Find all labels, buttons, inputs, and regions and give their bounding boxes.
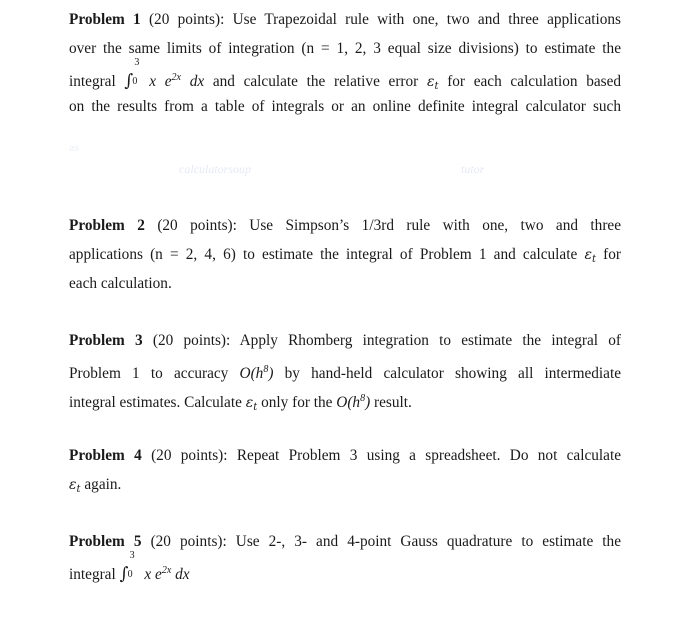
problem-5 [69,527,621,585]
integral-expression: ∫ 3 0 [119,550,135,584]
problem-3-line-2: Problem 1 to accuracy $O(h^8)$ by hand-held calculator showing all intermediate [69,364,621,382]
problem-1-line-1: Problem 1 (20 points): Use Trapezoidal rule with one, two and three applications [69,11,621,28]
integral-expression: ∫ 3 0 [124,57,140,91]
problem-2-line-3: each calculation. [69,275,172,292]
epsilon-t-symbol: $\varepsilon_t$ [584,247,596,265]
problem-4 [69,441,621,499]
epsilon-t-symbol: $\varepsilon_t$ [426,74,439,92]
problem-2 [69,211,621,298]
problem-2-title: Problem 2 [69,217,145,234]
order-notation: $O(h^8)$ [239,364,274,382]
problem-5-line-2: integral ∫ 3 0 x $e^{2x}$ dx [69,556,621,585]
problem-3-line-3: integral estimates. Calculate $\varepsilon_t$ only for the $O(h^8)$ result. [69,393,412,413]
problem-1-line-4: on the results from a table of integrals or an online definite integral calculator such [69,98,621,115]
problem-2-line-2: applications (n = 2, 4, 6) to estimate the integral of Problem 1 and calculate $\varepsilon_t$ for [69,246,621,265]
problem-3-title: Problem 3 [69,332,143,349]
problem-1-line-3: integral ∫ 3 0 x $e^{2x}$ dx and calculate the relative error $\varepsilon_t$ for each calculation based [69,63,621,92]
problem-3-line-1: Problem 3 (20 points): Apply Rhomberg integration to estimate the integral of [69,332,621,349]
problem-1 [69,5,621,121]
problem-5-line-1: Problem 5 (20 points): Use 2-, 3- and 4-point Gauss quadrature to estimate the [69,533,621,550]
problem-2-line-1: Problem 2 (20 points): Use Simpson’s 1/3rd rule with one, two and three [69,217,622,234]
problem-1-line-2: over the same limits of integration (n = 1, 2, 3 equal size divisions) to estimate the [69,40,621,57]
problem-1-title: Problem 1 [69,11,141,28]
order-notation: $O(h^8)$ [336,393,371,411]
problem-4-line-1: Problem 4 (20 points): Repeat Problem 3 using a spreadsheet. Do not calculate [69,447,621,464]
epsilon-t-symbol: $\varepsilon_t$ [69,477,81,495]
problem-4-title: Problem 4 [69,447,142,464]
faded-text-remnant: as calculatorsoup tutor [69,140,485,176]
epsilon-t-symbol: $\varepsilon_t$ [245,395,258,413]
problem-3 [69,326,621,413]
problem-4-line-2: $\varepsilon_t$ again. [69,476,122,495]
problem-5-title: Problem 5 [69,533,142,550]
